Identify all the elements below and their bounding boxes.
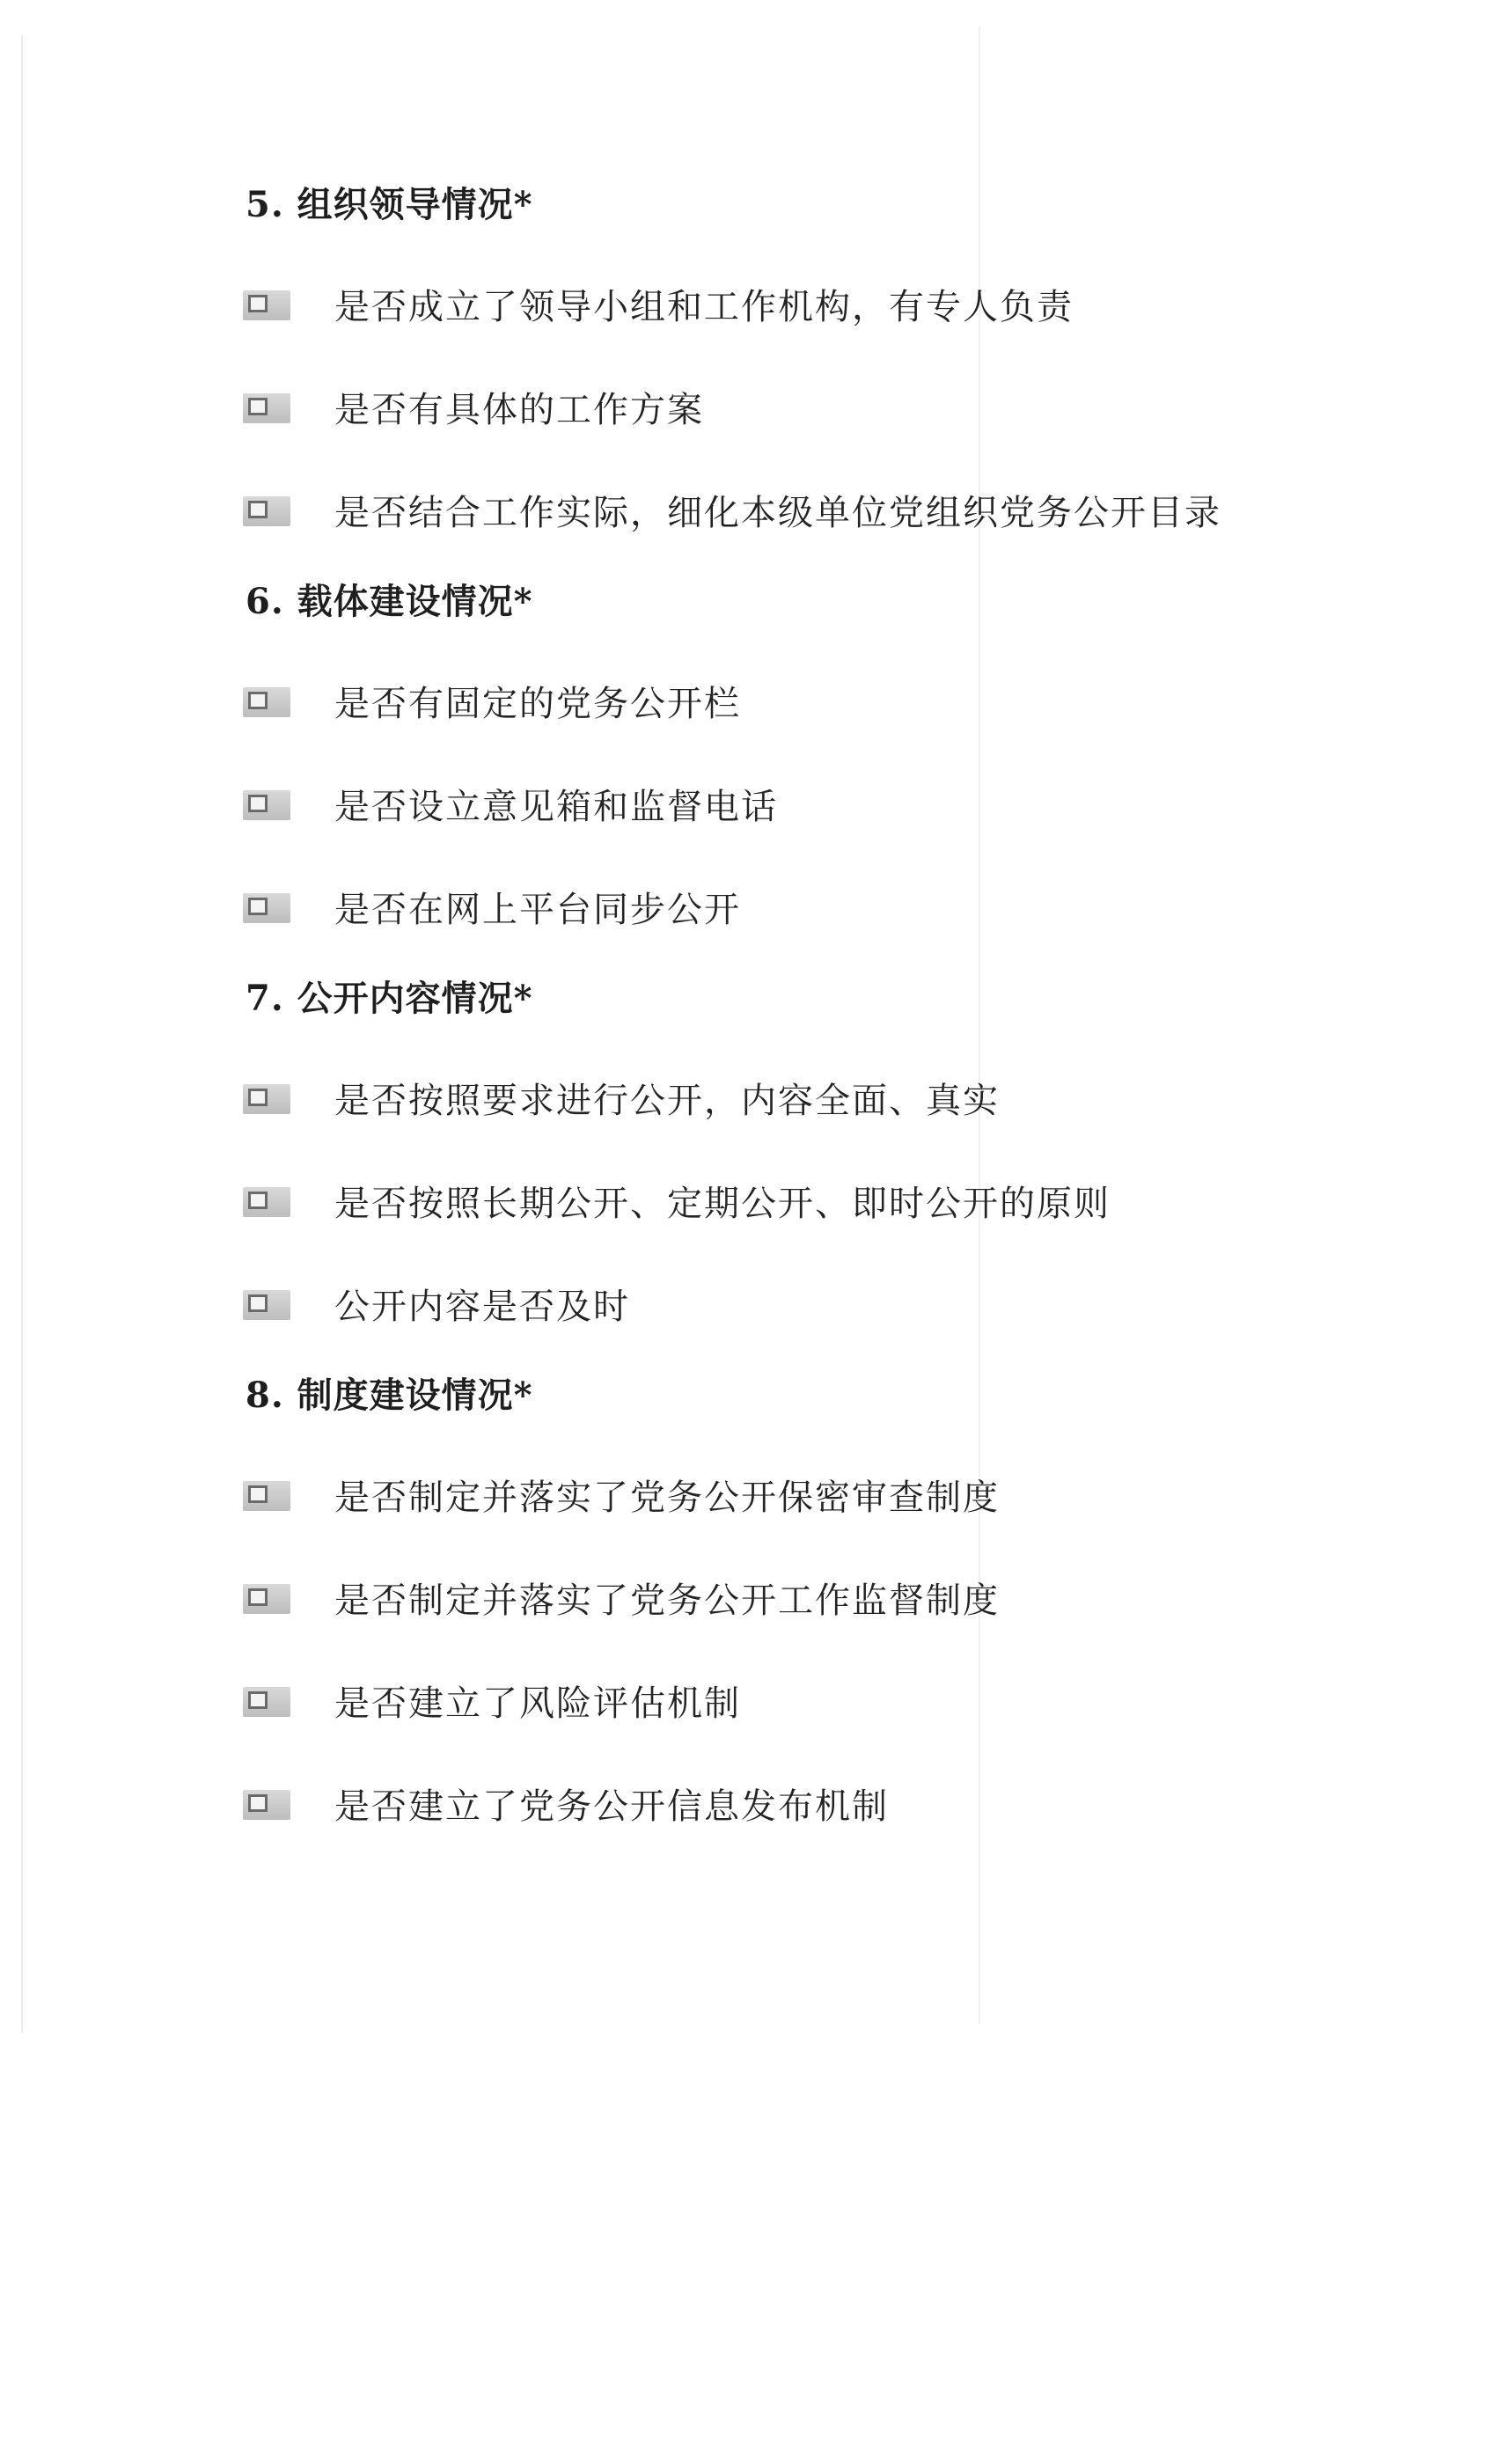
checkbox-icon[interactable] [243, 893, 290, 923]
option-item[interactable] [0, 488, 1496, 540]
option-item[interactable] [0, 781, 1496, 834]
option-item[interactable] [0, 1678, 1496, 1731]
option-label: 是否成立了领导小组和工作机构，有专人负责 [334, 287, 1074, 327]
option-label: 是否设立意见箱和监督电话 [334, 787, 778, 827]
option-item[interactable] [0, 1178, 1496, 1231]
checkbox-icon[interactable] [243, 1084, 290, 1114]
section-title: 8. 制度建设情况* [246, 1375, 533, 1416]
option-item[interactable] [0, 1472, 1496, 1525]
option-item[interactable] [0, 678, 1496, 731]
checkbox-icon[interactable] [243, 1187, 290, 1217]
option-label: 是否结合工作实际，细化本级单位党组织党务公开目录 [334, 493, 1221, 533]
option-label: 是否制定并落实了党务公开工作监督制度 [334, 1580, 1000, 1621]
checkbox-icon[interactable] [243, 1290, 290, 1320]
checkbox-icon[interactable] [243, 393, 290, 423]
checkbox-icon[interactable] [243, 1481, 290, 1511]
option-item[interactable] [0, 282, 1496, 334]
option-label: 是否有固定的党务公开栏 [334, 684, 741, 724]
option-item[interactable] [0, 1075, 1496, 1128]
option-label: 公开内容是否及时 [334, 1287, 630, 1327]
option-label: 是否建立了风险评估机制 [334, 1683, 741, 1724]
checkbox-icon[interactable] [243, 687, 290, 717]
checkbox-icon[interactable] [243, 1687, 290, 1717]
scan-edge-line [21, 35, 23, 2033]
option-item[interactable] [0, 1781, 1496, 1834]
option-item[interactable] [0, 1281, 1496, 1334]
option-item[interactable] [0, 385, 1496, 437]
option-item[interactable] [0, 1575, 1496, 1628]
checkbox-icon[interactable] [243, 790, 290, 820]
section-title: 5. 组织领导情况* [246, 184, 533, 225]
checkbox-icon[interactable] [243, 290, 290, 320]
option-label: 是否有具体的工作方案 [334, 390, 704, 430]
section-title: 7. 公开内容情况* [246, 978, 533, 1019]
option-label: 是否按照长期公开、定期公开、即时公开的原则 [334, 1184, 1111, 1224]
option-label: 是否建立了党务公开信息发布机制 [334, 1786, 889, 1827]
option-label: 是否制定并落实了党务公开保密审查制度 [334, 1478, 1000, 1518]
checkbox-icon[interactable] [243, 496, 290, 526]
checkbox-icon[interactable] [243, 1584, 290, 1614]
option-label: 是否在网上平台同步公开 [334, 890, 741, 930]
checkbox-icon[interactable] [243, 1790, 290, 1820]
option-item[interactable] [0, 884, 1496, 937]
option-label: 是否按照要求进行公开，内容全面、真实 [334, 1081, 1000, 1121]
section-title: 6. 载体建设情况* [246, 581, 533, 622]
